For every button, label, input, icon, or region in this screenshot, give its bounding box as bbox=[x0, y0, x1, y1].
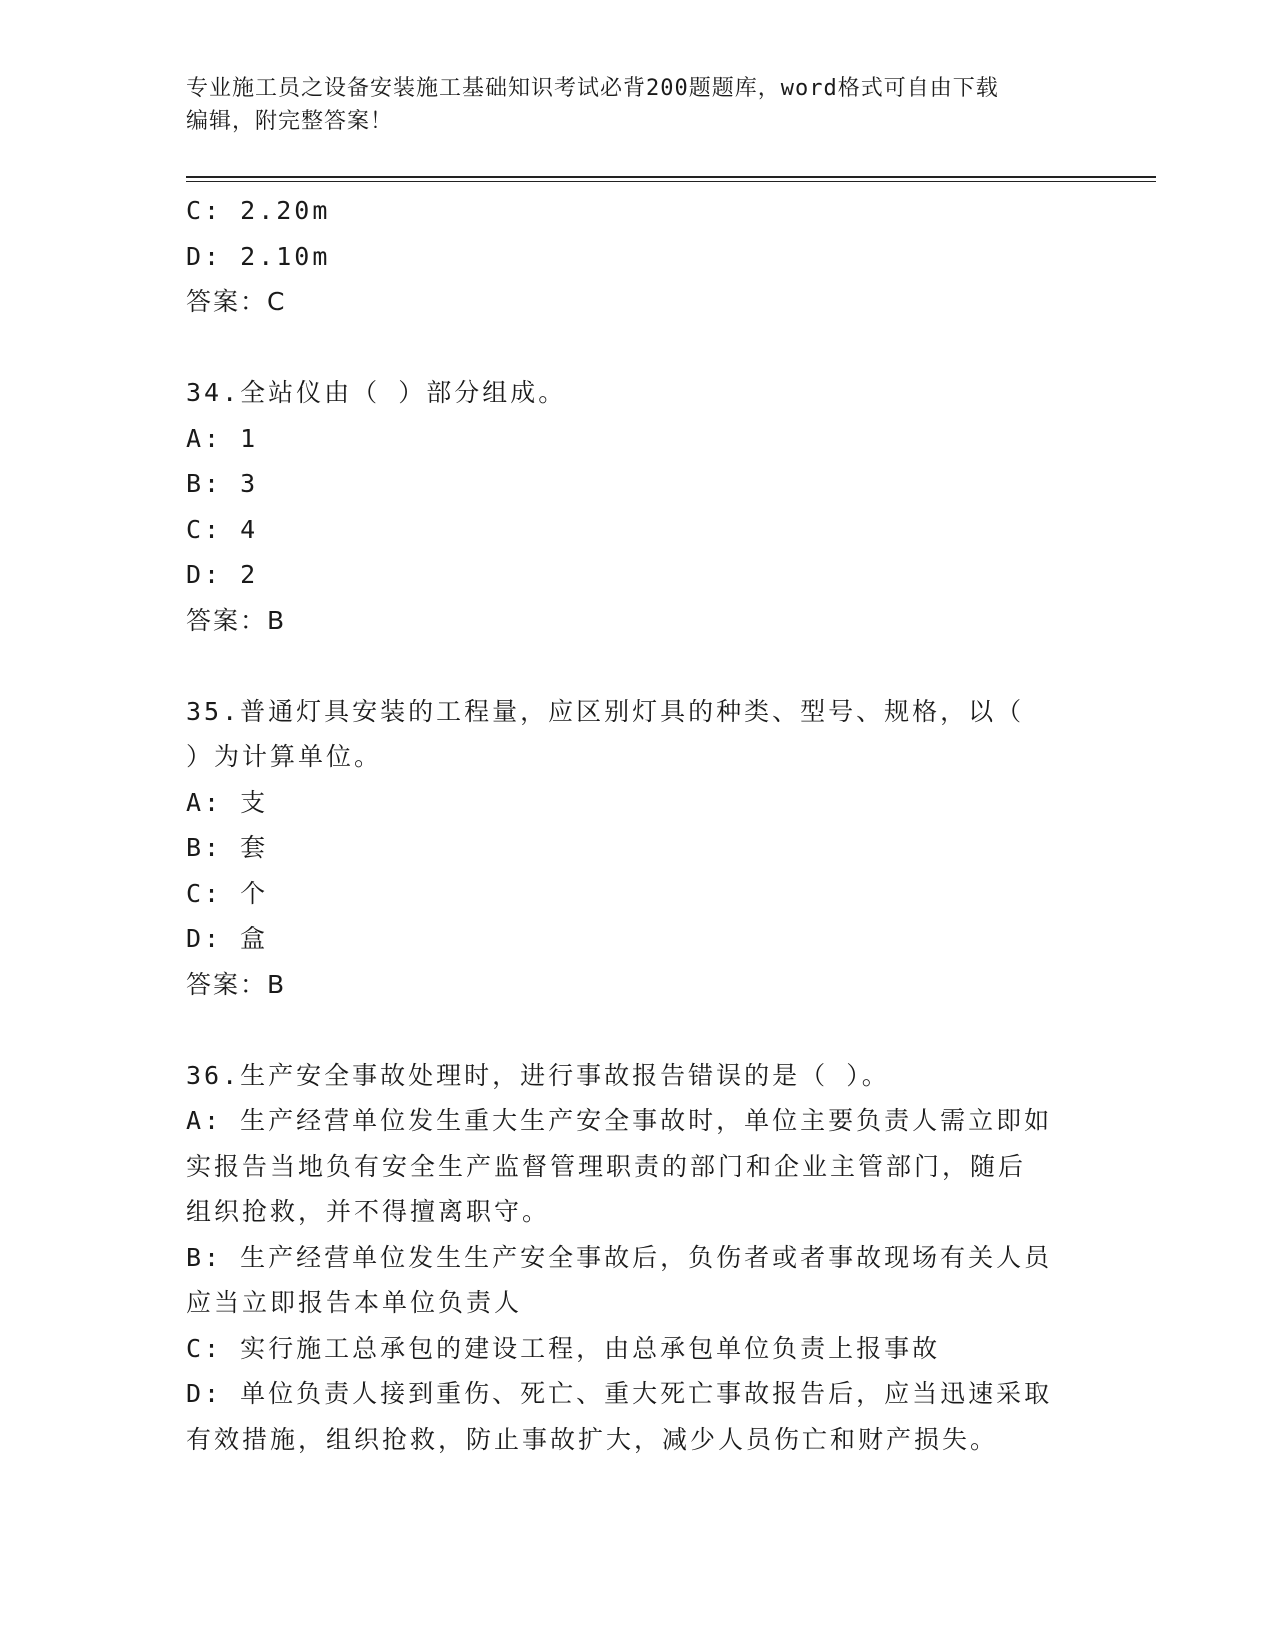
answer-line: 答案：C bbox=[186, 287, 287, 316]
option-b-continued: 应当立即报告本单位负责人 bbox=[186, 1288, 523, 1317]
option-d: D: 单位负责人接到重伤、死亡、重大死亡事故报告后，应当迅速采取 bbox=[186, 1379, 1053, 1408]
spacer bbox=[186, 643, 1086, 689]
question-stem: 34.全站仪由（ ）部分组成。 bbox=[186, 378, 567, 407]
header-divider-thick bbox=[186, 176, 1156, 178]
answer-line: 答案：B bbox=[186, 969, 287, 999]
option-a-continued: 组织抢救，并不得擅离职守。 bbox=[186, 1197, 551, 1226]
question-36 bbox=[186, 1053, 1086, 1463]
document-header bbox=[186, 72, 1066, 138]
document-body bbox=[186, 188, 1086, 1462]
option-a: A: 生产经营单位发生重大生产安全事故时，单位主要负责人需立即如 bbox=[186, 1106, 1053, 1135]
question-stem: 36.生产安全事故处理时，进行事故报告错误的是（ ）。 bbox=[186, 1060, 890, 1090]
question-stem-continued: ）为计算单位。 bbox=[186, 742, 383, 771]
question-33-tail bbox=[186, 188, 1086, 325]
spacer bbox=[186, 325, 1086, 371]
spacer bbox=[186, 1007, 1086, 1053]
option-c: C: 个 bbox=[186, 878, 269, 908]
option-b: B: 套 bbox=[186, 833, 269, 862]
answer-line: 答案：B bbox=[186, 605, 287, 635]
option-d: D: 2.10m bbox=[186, 241, 331, 271]
header-line-1: 专业施工员之设备安装施工基础知识考试必背200题题库，word格式可自由下载 bbox=[186, 76, 999, 101]
header-divider-thin bbox=[186, 181, 1156, 182]
option-a-continued: 实报告当地负有安全生产监督管理职责的部门和企业主管部门，随后 bbox=[186, 1151, 1027, 1181]
option-b: B: 3 bbox=[186, 469, 259, 498]
option-c: C: 实行施工总承包的建设工程，由总承包单位负责上报事故 bbox=[186, 1333, 941, 1363]
question-34 bbox=[186, 370, 1086, 643]
option-c: C: 4 bbox=[186, 514, 259, 544]
option-c: C: 2.20m bbox=[186, 196, 331, 225]
question-stem: 35.普通灯具安装的工程量，应区别灯具的种类、型号、规格，以（ bbox=[186, 696, 1025, 726]
question-35 bbox=[186, 689, 1086, 1008]
option-d: D: 2 bbox=[186, 560, 259, 589]
option-a: A: 1 bbox=[186, 423, 259, 453]
option-d-continued: 有效措施，组织抢救，防止事故扩大，减少人员伤亡和财产损失。 bbox=[186, 1424, 999, 1454]
option-a: A: 支 bbox=[186, 787, 269, 817]
option-d: D: 盒 bbox=[186, 924, 269, 953]
header-line-2: 编辑，附完整答案！ bbox=[186, 109, 394, 134]
option-b: B: 生产经营单位发生生产安全事故后，负伤者或者事故现场有关人员 bbox=[186, 1242, 1053, 1272]
